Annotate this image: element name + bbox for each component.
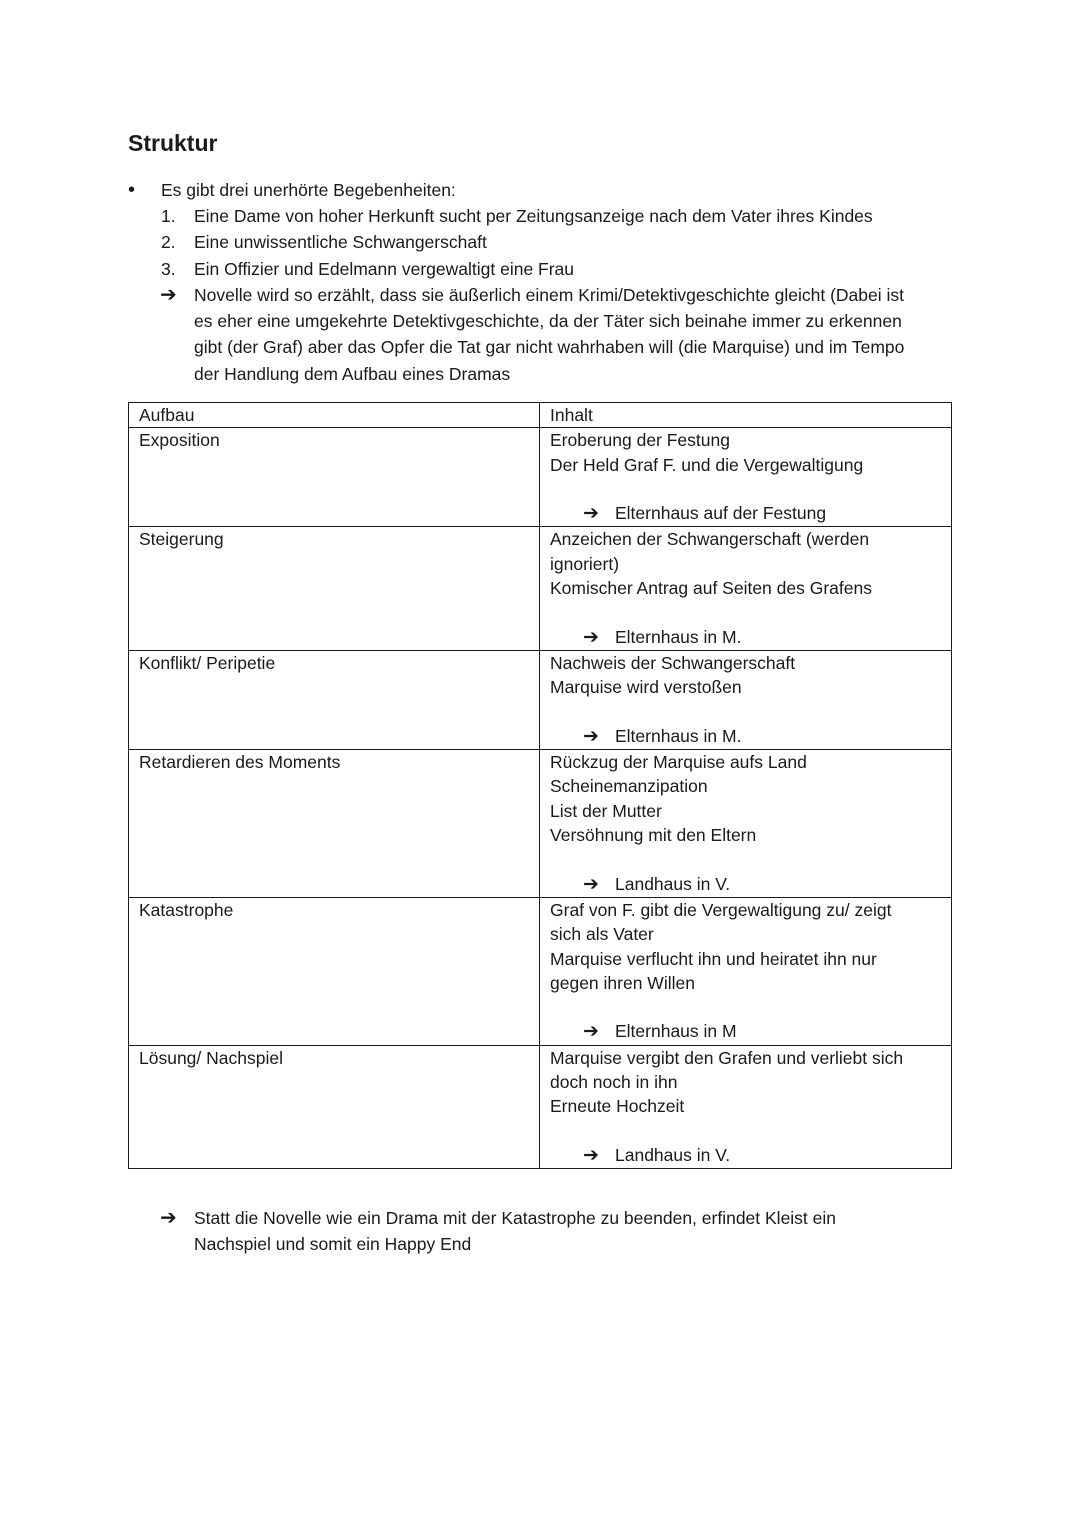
arrow-right-icon: ➔: [583, 626, 599, 648]
final-line: Nachspiel und somit ein Happy End: [194, 1234, 472, 1254]
content-line: gegen ihren Willen: [550, 972, 695, 993]
content-cell: [540, 428, 952, 527]
list-text: Eine Dame von hoher Herkunft sucht per Zeitungsanzeige nach dem Vater ihres Kindes: [194, 206, 873, 226]
list-number: 3.: [161, 259, 176, 279]
place-line: [550, 872, 941, 897]
list-text: Ein Offizier und Edelmann vergewaltigt eine Frau: [194, 259, 575, 279]
table-row: [129, 527, 952, 650]
content-cell: [540, 1045, 952, 1168]
arrow-right-icon: ➔: [583, 1144, 599, 1166]
header-cell-aufbau: Aufbau: [129, 403, 540, 428]
content-line: Graf von F. gibt die Vergewaltigung zu/ zeigt: [550, 899, 892, 920]
phase-label: Lösung/ Nachspiel: [139, 1047, 283, 1068]
content-line: Marquise verflucht ihn und heiratet ihn nur: [550, 948, 877, 969]
table-row: [129, 1045, 952, 1168]
final-line: Statt die Novelle wie ein Drama mit der Katastrophe zu beenden, erfindet Kleist ein: [194, 1208, 837, 1228]
content-cell: [540, 750, 952, 898]
phase-label: Katastrophe: [139, 899, 234, 920]
phase-cell: [129, 1045, 540, 1168]
list-text: Eine unwissentliche Schwangerschaft: [194, 232, 487, 252]
content-line: ignoriert): [550, 553, 620, 574]
content-line: sich als Vater: [550, 924, 654, 945]
place-line: [550, 1019, 941, 1044]
place-line: [550, 501, 941, 526]
arrow-right-icon: ➔: [583, 503, 599, 525]
arrow-right-icon: ➔: [583, 873, 599, 895]
content-line: Marquise wird verstoßen: [550, 677, 742, 698]
phase-cell: [129, 428, 540, 527]
content-line: Der Held Graf F. und die Vergewaltigung: [550, 454, 864, 475]
content-line: Eroberung der Festung: [550, 430, 730, 451]
place-label: Elternhaus auf der Festung: [615, 503, 827, 524]
phase-label: Exposition: [139, 430, 220, 451]
content-line: Marquise vergibt den Grafen und verliebt sich: [550, 1047, 904, 1068]
content-line: Rückzug der Marquise aufs Land: [550, 752, 807, 773]
place-line: [550, 1143, 941, 1168]
bullet-icon: •: [128, 179, 136, 201]
table-header-row: [129, 403, 952, 428]
place-line: [550, 625, 941, 650]
content-line: List der Mutter: [550, 800, 662, 821]
place-label: Landhaus in V.: [615, 873, 731, 894]
content-cell: [540, 897, 952, 1045]
place-label: Elternhaus in M: [615, 1021, 737, 1042]
content-line: doch noch in ihn: [550, 1072, 678, 1093]
arrow-right-icon: ➔: [583, 725, 599, 747]
phase-cell: [129, 897, 540, 1045]
content-cell: [540, 527, 952, 650]
phase-label: Konflikt/ Peripetie: [139, 652, 276, 673]
structure-table: [128, 402, 952, 1169]
content-line: Versöhnung mit den Eltern: [550, 825, 757, 846]
table-row: [129, 650, 952, 749]
content-cell: [540, 650, 952, 749]
place-label: Elternhaus in M.: [615, 626, 742, 647]
conclusion-line: Novelle wird so erzählt, dass sie äußerlich einem Krimi/Detektivgeschichte gleicht (Dabei ist: [194, 285, 905, 305]
place-line: [550, 724, 941, 749]
place-label: Landhaus in V.: [615, 1144, 731, 1165]
phase-label: Retardieren des Moments: [139, 752, 341, 773]
arrow-right-icon: ➔: [160, 1207, 177, 1229]
phase-cell: [129, 527, 540, 650]
conclusion-line: der Handlung dem Aufbau eines Dramas: [194, 364, 511, 384]
list-number: 2.: [161, 232, 176, 252]
conclusion-line: es eher eine umgekehrte Detektivgeschichte, da der Täter sich beinahe immer zu erkennen: [194, 311, 902, 331]
arrow-right-icon: ➔: [583, 1021, 599, 1043]
place-label: Elternhaus in M.: [615, 725, 742, 746]
table-row: [129, 750, 952, 898]
content-line: Komischer Antrag auf Seiten des Grafens: [550, 578, 872, 599]
content-line: Erneute Hochzeit: [550, 1096, 685, 1117]
table-row: [129, 897, 952, 1045]
phase-cell: [129, 750, 540, 898]
content-line: Anzeichen der Schwangerschaft (werden: [550, 529, 870, 550]
conclusion-line: gibt (der Graf) aber das Opfer die Tat gar nicht wahrhaben will (die Marquise) und im Tempo: [194, 337, 905, 357]
intro-text: Es gibt drei unerhörte Begebenheiten:: [161, 180, 456, 200]
phase-label: Steigerung: [139, 529, 224, 550]
phase-cell: [129, 650, 540, 749]
list-number: 1.: [161, 206, 176, 226]
arrow-right-icon: ➔: [160, 284, 177, 306]
header-cell-inhalt: Inhalt: [540, 403, 952, 428]
content-line: Nachweis der Schwangerschaft: [550, 652, 796, 673]
page-title: Struktur: [128, 130, 218, 156]
content-line: Scheinemanzipation: [550, 776, 708, 797]
table-row: [129, 428, 952, 527]
